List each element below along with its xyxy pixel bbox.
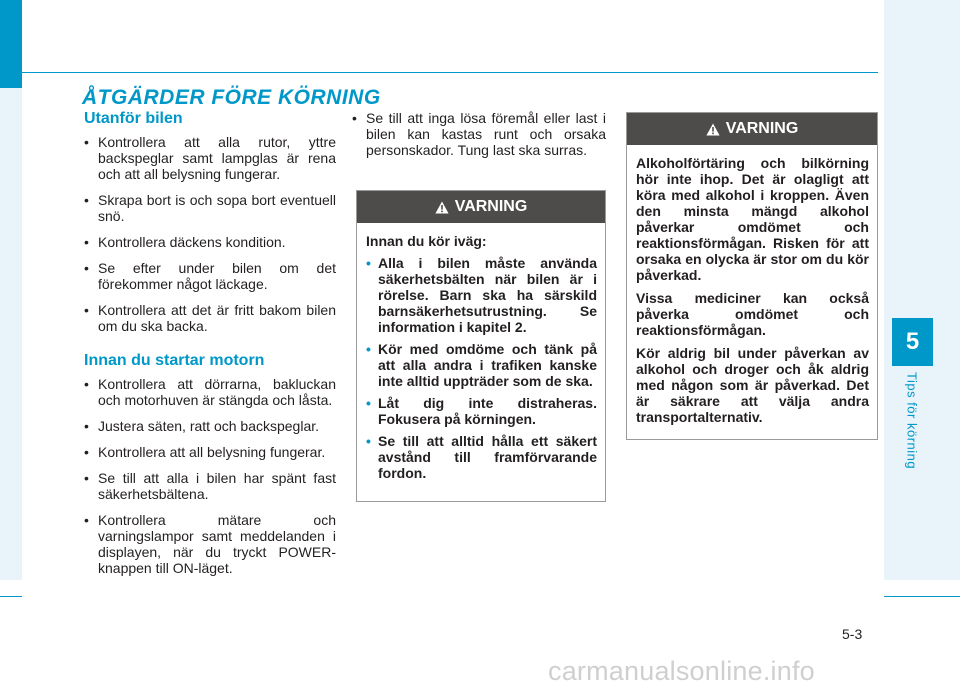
list-item: • Skrapa bort is och sopa bort eventuell snö. [84, 192, 336, 224]
warning-paragraph: Kör aldrig bil under påverkan av alkohol och droger och åk aldrig med någon som är påverkad. Det är säkrare att välja andra transportalternativ. [636, 345, 869, 425]
list-item: • Kontrollera att all belysning fungerar. [84, 444, 336, 460]
warning-box-before-driving [356, 190, 606, 502]
page-number: 5-3 [842, 626, 863, 642]
left-accent-block [0, 0, 22, 88]
middle-checklist [352, 110, 606, 158]
warning-list [366, 255, 597, 481]
right-footer-rule [884, 596, 960, 597]
warning-paragraph: Alkoholförtäring och bilkörning hör inte ihop. Det är olagligt att köra med alkohol i kroppen. Även den minsta mängd alkohol påverkar omdömet och reaktionsförmågan. Risken för att orsaka en olycka är stor om du kör påverkad. [636, 155, 869, 283]
chapter-number-tab: 5 [892, 318, 933, 366]
list-item: • Se efter under bilen om det förekommer något läckage. [84, 260, 336, 292]
list-item: • Kontrollera mätare och varningslampor samt meddelanden i displayen, när du tryckt POWER-knappen till ON-läget. [84, 512, 336, 576]
list-item: • Justera säten, ratt och backspeglar. [84, 418, 336, 434]
warning-header [627, 113, 877, 145]
chapter-title: Tips för körning [904, 372, 920, 470]
heading-before-start: Innan du startar motorn [84, 352, 265, 369]
warning-intro: Innan du kör iväg: [366, 233, 487, 249]
header-rule [22, 72, 878, 73]
warning-paragraph: Vissa mediciner kan också påverka omdömet och reaktionsförmågan. [636, 290, 869, 338]
list-item: • Låt dig inte distraheras. Fokusera på körningen. [366, 395, 597, 427]
list-item: • Kör med omdöme och tänk på att alla andra i trafiken kanske inte alltid uppträder som de ska. [366, 341, 597, 389]
list-item: • Alla i bilen måste använda säkerhetsbälten när bilen är i rörelse. Barn ska ha särskild barnsäkerhetsutrustning. Se information i kapitel 2. [366, 255, 597, 335]
left-column [84, 110, 336, 586]
list-item: • Kontrollera att det är fritt bakom bilen om du ska backa. [84, 302, 336, 334]
warning-box-alcohol [626, 112, 878, 440]
warning-triangle-icon [435, 201, 449, 214]
before-start-checklist [84, 376, 336, 576]
warning-label: VARNING [454, 198, 528, 215]
right-margin-band [884, 0, 960, 580]
middle-column [352, 110, 606, 168]
heading-outside-car: Utanför bilen [84, 110, 183, 127]
warning-triangle-icon [706, 123, 720, 136]
watermark: carmanualsonline.info [548, 656, 815, 686]
outside-checklist [84, 134, 336, 334]
page-title: ÅTGÄRDER FÖRE KÖRNING [82, 86, 381, 109]
list-item: • Se till att alla i bilen har spänt fast säkerhetsbältena. [84, 470, 336, 502]
warning-body [357, 223, 605, 481]
list-item: • Kontrollera däckens kondition. [84, 234, 336, 250]
list-item: • Se till att inga lösa föremål eller last i bilen kan kastas runt och orsaka personskador. Tung last ska surras. [352, 110, 606, 158]
left-footer-rule [0, 596, 22, 597]
list-item: • Se till att alltid hålla ett säkert avstånd till framförvarande fordon. [366, 433, 597, 481]
warning-header [357, 191, 605, 223]
list-item: • Kontrollera att alla rutor, yttre backspeglar samt lampglas är rena och att all belysning fungerar. [84, 134, 336, 182]
warning-body [627, 145, 877, 425]
warning-label: VARNING [725, 120, 799, 137]
list-item: • Kontrollera att dörrarna, bakluckan och motorhuven är stängda och låsta. [84, 376, 336, 408]
